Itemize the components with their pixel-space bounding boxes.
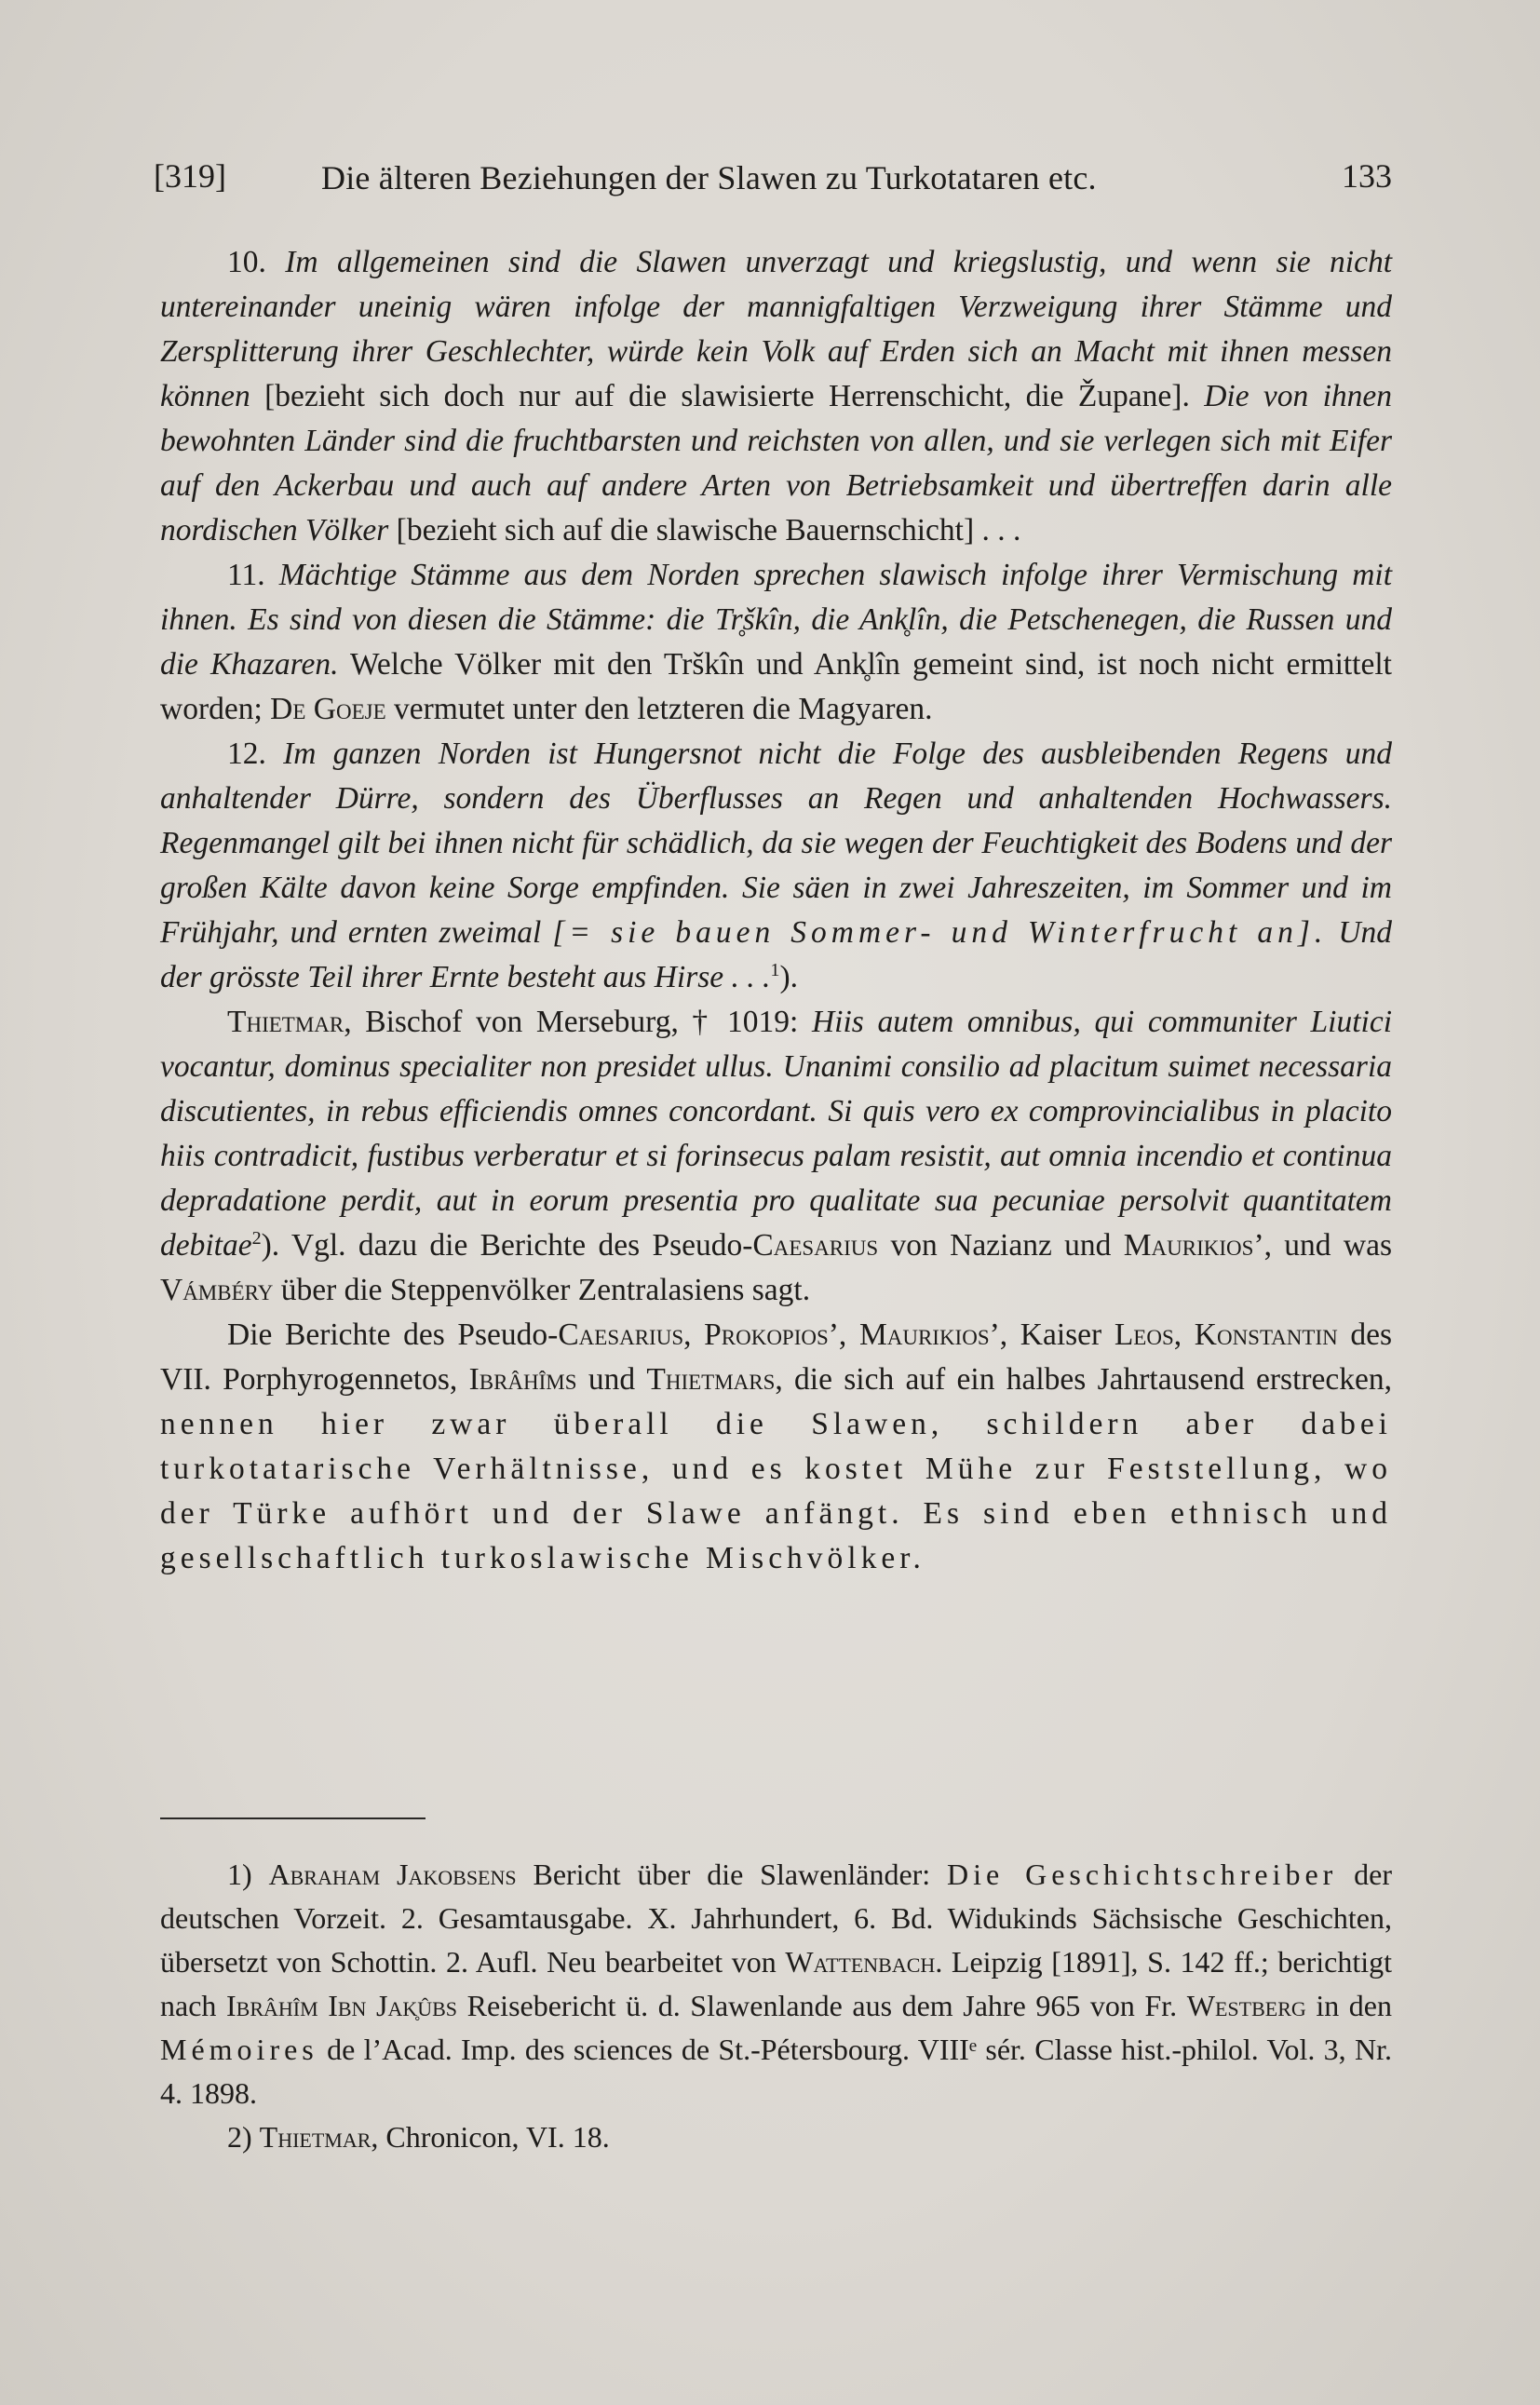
footnote-number: 1) bbox=[227, 1858, 252, 1891]
author-name: Konstantin bbox=[1194, 1317, 1338, 1352]
paragraph-summary bbox=[160, 1313, 1392, 1581]
author-name: Leos bbox=[1114, 1317, 1174, 1352]
commentary: vermutet unter den letzteren die Magyaren. bbox=[394, 692, 933, 726]
latin-quote: Hiis autem omnibus, qui communiter Liutici vocantur, dominus specialiter non presidet ullus. Unanimi consilio ad placitum suimet necessaria discutientes, in rebus efficiendis omnes concordant. Si quis vero ex comprovincialibus in placito hiis contradicit, fustibus verberatur et si forinsecus palam resistit, aut omnia incendio et continua depradatione perdit, aut in eorum presentia pro qualitate sua pecuniae persolvit quantitatem debitae bbox=[160, 1005, 1393, 1263]
quoted-text: Im ganzen Norden ist Hungersnot nicht die Folge des ausbleibenden Regens und anhaltender Dürre, sondern des Überflusses an Regen und anhaltenden Hochwassers. Regenmangel gilt bei ihnen nicht für schädlich, da sie wegen der Feuchtigkeit des Bodens und der großen Kälte davon keine Sorge empfinden. Sie säen in zwei Jahreszeiten, im Sommer und im Frühjahr, und ernten zweimal bbox=[160, 736, 1392, 950]
footnote-text: de l’Acad. Imp. des sciences de St.-Pétersbourg. VIIIᵉ sér. Classe hist.-philol. Vol. 3, Nr. 4. 1898. bbox=[160, 2033, 1393, 2110]
quoted-text: Und der grösste Teil ihrer Ernte besteht aus Hirse . . . bbox=[160, 915, 1393, 994]
running-title: Die älteren Beziehungen der Slawen zu Turkotataren etc. bbox=[321, 159, 1097, 196]
spaced-gloss: [= sie bauen Sommer- und Winterfrucht an]. bbox=[552, 915, 1328, 950]
commentary: Welche Völker mit den Trškîn und Ank̥lîn gemeint sind, ist noch nicht ermittelt worden; bbox=[160, 647, 1392, 726]
quoted-text: Im allgemeinen sind die Slawen unverzagt und kriegslustig, und wenn sie nicht untereinander uneinig wären infolge der mannigfaltigen Verzweigung ihrer Stämme und Zersplitterung ihrer Geschlechter, würde kein Volk auf Erden sich an Macht mit ihnen messen können bbox=[160, 245, 1393, 413]
footnote-ref: 2 bbox=[251, 1227, 262, 1249]
page-number: 133 bbox=[1342, 157, 1392, 195]
commentary: [bezieht sich auf die slawische Bauernschicht] . . . bbox=[396, 513, 1021, 547]
commentary: ). Vgl. dazu die Berichte des Pseudo- bbox=[261, 1228, 753, 1263]
footnote-ref: 1 bbox=[770, 959, 780, 980]
commentary: über die Steppenvölker Zentralasiens sagt. bbox=[280, 1273, 811, 1307]
paragraph-thietmar bbox=[160, 1000, 1392, 1313]
author-name: Ibrâhîm Ibn Jak̥ûbs bbox=[225, 1989, 458, 2022]
commentary: ’, Kaiser bbox=[989, 1317, 1102, 1352]
commentary: ’, bbox=[828, 1317, 847, 1352]
footnote-separator bbox=[160, 1817, 426, 1819]
commentary: Die Berichte des Pseudo- bbox=[227, 1317, 559, 1352]
author-name: Ibrâhîms bbox=[468, 1362, 577, 1397]
footnote-2 bbox=[160, 2115, 1392, 2159]
footnotes bbox=[160, 1853, 1392, 2159]
running-header bbox=[154, 156, 1392, 212]
footnote-text: der deutschen Vorzeit. 2. Gesamtausgabe. X. Jahrhundert, 6. Bd. Widukinds Sächsische Geschichten, übersetzt von Schottin. 2. Aufl. Neu bearbeitet von bbox=[160, 1858, 1392, 1979]
commentary: und bbox=[588, 1362, 636, 1397]
quoted-text: Mächtige Stämme aus dem Norden sprechen slawisch infolge ihrer Vermischung mit ihnen. Es sind von diesen die Stämme: die Tr̥škîn, die Ank̥lîn, die Petschenegen, die Russen und die Khazaren. bbox=[160, 558, 1393, 682]
commentary: , die sich auf ein halbes Jahrtausend erstrecken, bbox=[775, 1362, 1393, 1397]
author-name: Vámbéry bbox=[160, 1273, 274, 1307]
paragraph-10 bbox=[160, 240, 1392, 553]
commentary: , Bischof von Merseburg, † 1019: bbox=[344, 1005, 799, 1039]
commentary: , bbox=[1173, 1317, 1182, 1352]
closing: ). bbox=[779, 960, 798, 994]
author-name: Maurikios bbox=[858, 1317, 990, 1352]
author-name: Caesarius bbox=[752, 1228, 879, 1263]
author-name: Thietmar bbox=[259, 2120, 371, 2154]
commentary: , bbox=[683, 1317, 692, 1352]
author-name: Thietmar bbox=[227, 1005, 344, 1039]
author-name: Westberg bbox=[1186, 1989, 1306, 2022]
footnote-text: , Chronicon, VI. 18. bbox=[371, 2120, 610, 2154]
commentary: von Nazianz und bbox=[890, 1228, 1112, 1263]
commentary: ’, und was bbox=[1253, 1228, 1392, 1263]
footnote-text: Reisebericht ü. d. Slawenlande aus dem Jahre 965 von Fr. bbox=[466, 1989, 1178, 2022]
author-name: Caesarius bbox=[558, 1317, 684, 1352]
author-name: Wattenbach bbox=[785, 1945, 936, 1979]
commentary: des VII. Porphyrogennetos, bbox=[160, 1317, 1392, 1397]
footnote-text: Bericht über die Slawenländer: bbox=[533, 1858, 931, 1891]
main-text bbox=[160, 240, 1392, 1581]
paragraph-number: 11. bbox=[227, 558, 265, 592]
paragraph-11 bbox=[160, 553, 1392, 732]
author-name: Abraham Jakobsens bbox=[268, 1858, 517, 1891]
footnote-1 bbox=[160, 1853, 1392, 2115]
spaced-text: nennen hier zwar überall die Slawen, schildern aber dabei turkotatarische Verhältnisse, und es kostet Mühe zur Feststellung, wo der Türke aufhört und der Slawe anfängt. Es sind eben ethnisch und gesellschaftlich turkoslawische Mischvölker. bbox=[160, 1407, 1392, 1575]
spaced-text: Die Geschichtschreiber bbox=[947, 1858, 1338, 1891]
author-name: Prokopios bbox=[704, 1317, 829, 1352]
author-name: Thietmars bbox=[646, 1362, 776, 1397]
author-name: Maurikios bbox=[1123, 1228, 1254, 1263]
paragraph-12 bbox=[160, 732, 1392, 1000]
paragraph-number: 12. bbox=[227, 736, 266, 771]
commentary: [bezieht sich doch nur auf die slawisierte Herrenschicht, die Župane]. bbox=[264, 379, 1190, 413]
author-name: De Goeje bbox=[270, 692, 386, 726]
bracketed-page-number: [319] bbox=[154, 157, 226, 195]
footnote-text: . Leipzig [1891], S. 142 ff.; berichtigt nach bbox=[160, 1945, 1393, 2022]
quoted-text: Die von ihnen bewohnten Länder sind die fruchtbarsten und reichsten von allen, und sie verlegen sich mit Eifer auf den Ackerbau und auch auf andere Arten von Betriebsamkeit und übertreffen darin alle nordischen Völker bbox=[160, 379, 1393, 547]
footnote-text: in den bbox=[1316, 1989, 1393, 2022]
footnote-number: 2) bbox=[227, 2120, 252, 2154]
paragraph-number: 10. bbox=[227, 245, 266, 279]
spaced-text: Mémoires bbox=[160, 2033, 318, 2066]
